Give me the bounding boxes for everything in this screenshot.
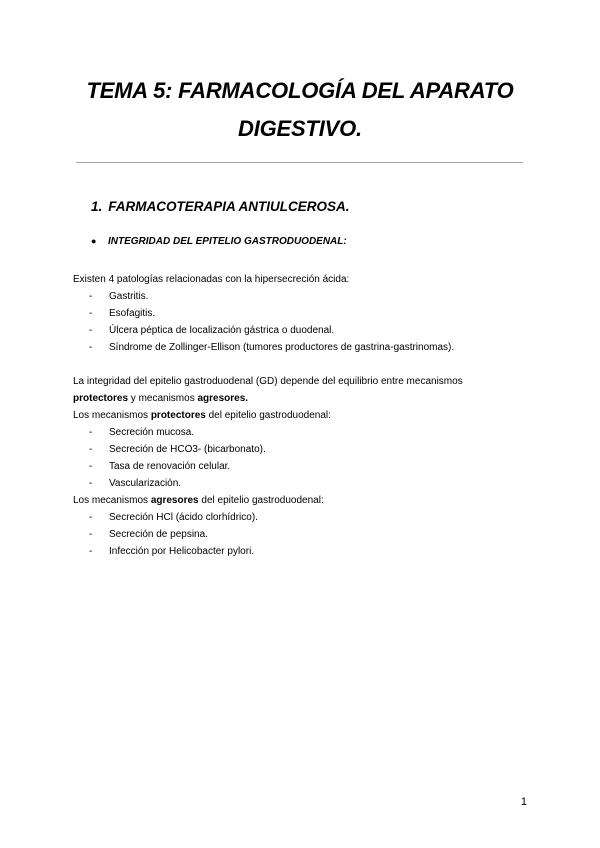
protectors-intro <box>73 407 543 424</box>
list-item-text: Esofagitis. <box>109 308 156 319</box>
list-item-text: Secreción mucosa. <box>109 427 195 438</box>
section-heading <box>91 199 350 214</box>
list-item <box>73 322 543 339</box>
paragraph-text: del epitelio gastroduodenal: <box>198 495 324 506</box>
paragraph-text: del epitelio gastroduodenal: <box>205 410 331 421</box>
dash-marker: - <box>89 461 93 472</box>
integrity-paragraph-line-1: La integridad del epitelio gastroduodenal (GD) depende del equilibrio entre mecanismos <box>73 376 463 387</box>
list-item-text: Úlcera péptica de localización gástrica o duodenal. <box>109 325 335 336</box>
list-item <box>73 543 543 560</box>
dash-marker: - <box>89 478 93 489</box>
subheading <box>91 236 347 247</box>
bullet-icon: ● <box>91 236 97 246</box>
list-item <box>73 475 543 492</box>
section-label: FARMACOTERAPIA ANTIULCEROSA. <box>108 199 350 214</box>
list-item-text: Infección por Helicobacter pylori. <box>109 546 255 557</box>
integrity-paragraph-line-2 <box>73 390 543 407</box>
paragraph-text: Los mecanismos <box>73 495 151 506</box>
subheading-label: INTEGRIDAD DEL EPITELIO GASTRODUODENAL: <box>108 236 347 247</box>
list-item <box>73 305 543 322</box>
list-item <box>73 424 543 441</box>
bold-protectores: protectores <box>150 410 206 421</box>
dash-marker: - <box>89 529 93 540</box>
list-item-text: Secreción de HCO3- (bicarbonato). <box>109 444 266 455</box>
list-item <box>73 458 543 475</box>
dash-marker: - <box>89 546 93 557</box>
integrity-block <box>73 373 543 560</box>
list-item-text: Secreción HCl (ácido clorhídrico). <box>109 512 258 523</box>
list-item-text: Tasa de renovación celular. <box>109 461 231 472</box>
list-item <box>73 526 543 543</box>
paragraph-text: y mecanismos <box>128 393 198 404</box>
dash-marker: - <box>89 308 93 319</box>
title-line-2: DIGESTIVO. <box>238 116 362 141</box>
aggressors-intro <box>73 492 543 509</box>
list-item-text: Vascularización. <box>109 478 182 489</box>
list-item <box>73 288 543 305</box>
list-item-text: Síndrome de Zollinger-Ellison (tumores productores de gastrina-gastrinomas). <box>109 342 455 353</box>
list-item <box>73 441 543 458</box>
list-item <box>73 339 543 356</box>
list-item-text: Secreción de pepsina. <box>109 529 208 540</box>
pathologies-block <box>73 271 543 356</box>
dash-marker: - <box>89 342 93 353</box>
page-number: 1 <box>520 796 527 808</box>
bold-agresores: agresores <box>197 393 246 404</box>
dash-marker: - <box>89 444 93 455</box>
document-title <box>60 72 540 148</box>
list-item <box>73 509 543 526</box>
horizontal-rule <box>76 162 523 163</box>
dash-marker: - <box>89 427 93 438</box>
dash-marker: - <box>89 512 93 523</box>
bold-protectores: protectores <box>73 393 129 404</box>
dash-marker: - <box>89 325 93 336</box>
paragraph-period: . <box>245 393 249 404</box>
pathologies-intro: Existen 4 patologías relacionadas con la hipersecreción ácida: <box>73 274 350 285</box>
list-item-text: Gastritis. <box>109 291 149 302</box>
title-line-1: TEMA 5: FARMACOLOGÍA DEL APARATO <box>86 78 514 103</box>
bold-agresores: agresores <box>150 495 199 506</box>
section-number: 1. <box>91 199 103 214</box>
dash-marker: - <box>89 291 93 302</box>
paragraph-text: Los mecanismos <box>73 410 151 421</box>
